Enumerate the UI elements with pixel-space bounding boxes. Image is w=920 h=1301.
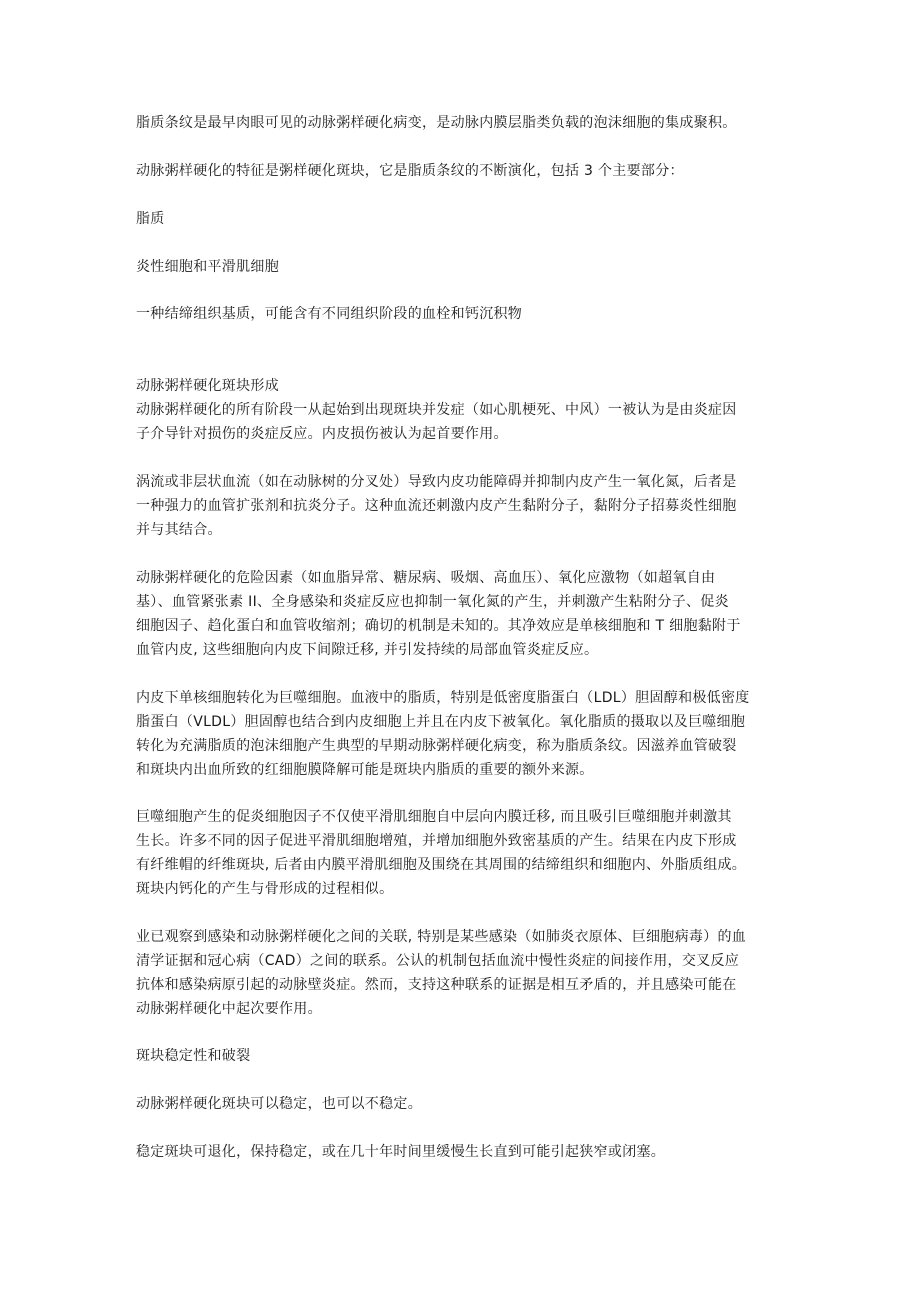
- paragraph-stable-unstable: 动脉粥样硬化斑块可以稳定，也可以不稳定。: [136, 1096, 422, 1112]
- list-item-matrix: 一种结缔组织基质，可能含有不同组织阶段的血栓和钙沉积物: [136, 306, 523, 322]
- paragraph-fatty-streak: 脂质条纹是最早肉眼可见的动脉粥样硬化病变，是动脉内膜层脂类负载的泡沫细胞的集成聚积。: [136, 115, 737, 131]
- list-item-cells: 炎性细胞和平滑肌细胞: [136, 259, 279, 275]
- paragraph-blood-flow: 涡流或非层状血流（如在动脉树的分叉处）导致内皮功能障碍并抑制内皮产生一氧化氮，后者是 一种强力的血管扩张剂和抗炎分子。这种血流还刺激内皮产生黏附分子，黏附分子招募炎性细胞 并与其结合。: [136, 474, 737, 538]
- paragraph-macrophages: 内皮下单核细胞转化为巨噬细胞。血液中的脂质，特别是低密度脂蛋白（LDL）胆固醇和极低密度 脂蛋白（VLDL）胆固醇也结合到内皮细胞上并且在内皮下被氧化。氧化脂质的摄取以及巨噬细胞 转化为充满脂质的泡沫细胞产生典型的早期动脉粥样硬化病变，称为脂质条纹。因滋养血管破裂 和斑块内出血所致的红细胞膜降解可能是斑块内脂质的重要的额外来源。: [136, 690, 750, 778]
- paragraph-fibrous-plaque: 巨噬细胞产生的促炎细胞因子不仅使平滑肌细胞自中层向内膜迁移, 而且吸引巨噬细胞并刺激其 生长。许多不同的因子促进平滑肌细胞增殖，并增加细胞外致密基质的产生。结果在内皮下形成 有纤维帽的纤维斑块, 后者由内膜平滑肌细胞及围绕在其周围的结缔组织和细胞内、外脂质组成。 斑块内钙化的产生与骨形成的过程相似。: [136, 809, 747, 897]
- section-heading-plaque-stability: 斑块稳定性和破裂: [136, 1048, 251, 1064]
- section-heading-plaque-formation: 动脉粥样硬化斑块形成: [136, 378, 279, 394]
- list-item-lipid: 脂质: [136, 211, 165, 227]
- paragraph-infection: 业已观察到感染和动脉粥样硬化之间的关联, 特别是某些感染（如肺炎衣原体、巨细胞病毒）的血 清学证据和冠心病（CAD）之间的联系。公认的机制包括血流中慢性炎症的间接作用，交叉反应 抗体和感染病原引起的动脉壁炎症。然而，支持这种联系的证据是相互矛盾的，并且感染可能在 动脉粥样硬化中起次要作用。: [136, 929, 747, 1017]
- paragraph-plaque-components: 动脉粥样硬化的特征是粥样硬化斑块，它是脂质条纹的不断演化，包括 3 个主要部分：: [136, 163, 684, 179]
- paragraph-stable-plaque: 稳定斑块可退化，保持稳定，或在几十年时间里缓慢生长直到可能引起狭窄或闭塞。: [136, 1144, 666, 1160]
- paragraph-risk-factors: 动脉粥样硬化的危险因素（如血脂异常、糖尿病、吸烟、高血压）、氧化应激物（如超氧自由 基）、血管紧张素 II、全身感染和炎症反应也抑制一氧化氮的产生，并刺激产生粘附分子、促炎 细胞因子、趋化蛋白和血管收缩剂；确切的机制是未知的。其净效应是单核细胞和 T 细胞黏附于 血管内皮, 这些细胞向内皮下间隙迁移, 并引发持续的局部血管炎症反应。: [136, 570, 741, 658]
- paragraph-inflammation: 动脉粥样硬化的所有阶段一从起始到出现斑块并发症（如心肌梗死、中风）一被认为是由炎症因 子介导针对损伤的炎症反应。内皮损伤被认为起首要作用。: [136, 402, 737, 442]
